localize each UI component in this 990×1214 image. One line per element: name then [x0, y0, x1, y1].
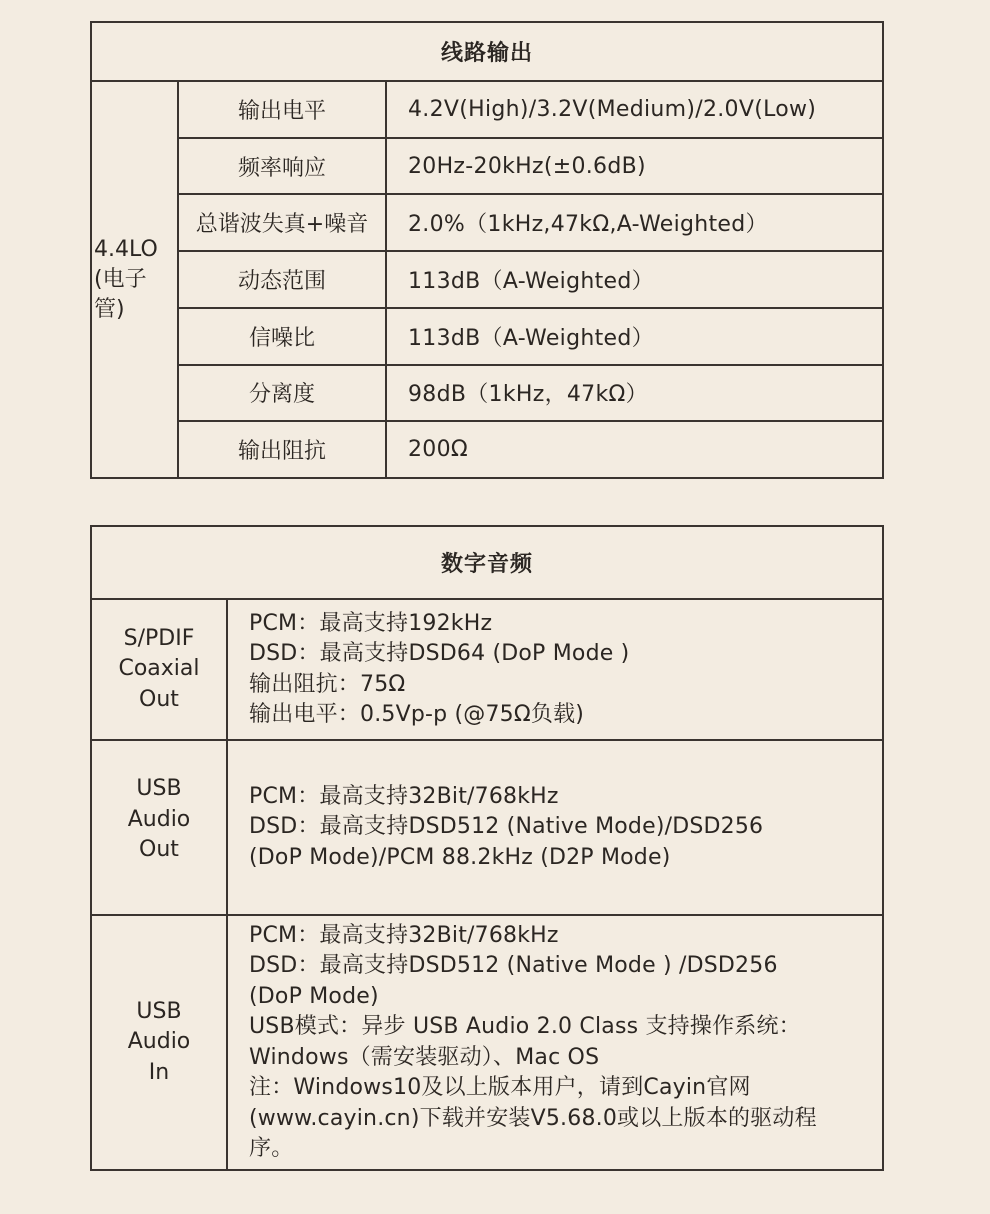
spec-line: PCM：最高支持32Bit/768kHz: [249, 783, 559, 809]
interface-label-line: S/PDIF: [123, 625, 195, 651]
line-output-body: [92, 82, 882, 477]
interface-label: [92, 600, 228, 739]
spec-value: 113dB（A-Weighted）: [408, 325, 654, 351]
output-port-label: [92, 82, 179, 477]
spec-label: 输出电平: [179, 82, 387, 137]
interface-label-line: Out: [139, 837, 179, 862]
spec-value: 200Ω: [408, 437, 469, 463]
spec-line: (DoP Mode): [249, 983, 379, 1009]
spec-line: 序。: [249, 1136, 294, 1161]
spec-line: Windows（需安装驱动）、Mac OS: [249, 1044, 600, 1070]
spec-row-dynamic-range: [179, 252, 882, 309]
spec-row-thd-noise: [179, 195, 882, 252]
spec-label: 总谐波失真+噪音: [179, 195, 387, 250]
spec-row-usb-audio-in: [92, 916, 882, 1169]
interface-label-line: USB: [136, 776, 182, 801]
interface-spec-text: [228, 600, 882, 739]
spec-value: 98dB（1kHz，47kΩ）: [408, 382, 648, 408]
spec-label: 分离度: [179, 366, 387, 421]
spec-line: 注：Windows10及以上版本用户，请到Cayin官网: [249, 1075, 751, 1100]
spec-line: PCM：最高支持192kHz: [249, 610, 493, 636]
interface-spec-text: [228, 741, 882, 914]
spec-label: 输出阻抗: [179, 422, 387, 477]
line-output-spec-table: [90, 21, 884, 479]
spec-label: 动态范围: [179, 252, 387, 307]
spec-value: 4.2V(High)/3.2V(Medium)/2.0V(Low): [408, 96, 817, 122]
spec-row-separation: [179, 366, 882, 423]
output-port-label-text: 4.4LO(电子管): [94, 236, 158, 322]
interface-label-line: Out: [139, 686, 179, 712]
interface-label-line: Audio: [127, 806, 191, 832]
spec-line: DSD：最高支持DSD512 (Native Mode)/DSD256: [249, 814, 764, 840]
line-output-rows: [179, 82, 882, 477]
spec-row-spdif-coaxial-out: [92, 600, 882, 741]
spec-row-snr: [179, 309, 882, 366]
interface-label-line: In: [148, 1059, 170, 1085]
digital-audio-title: 数字音频: [92, 527, 882, 600]
spec-row-output-impedance: [179, 422, 882, 477]
interface-label: [92, 916, 228, 1169]
interface-label: [92, 741, 228, 914]
interface-label-line: Coaxial: [118, 656, 200, 682]
spec-value: 20Hz-20kHz(±0.6dB): [408, 153, 646, 179]
line-output-title: 线路输出: [92, 23, 882, 82]
spec-row-usb-audio-out: [92, 741, 882, 916]
spec-line: DSD：最高支持DSD64 (DoP Mode ): [249, 641, 630, 666]
interface-label-line: Audio: [127, 1029, 191, 1055]
spec-row-output-level: [179, 82, 882, 139]
spec-line: DSD：最高支持DSD512 (Native Mode ) /DSD256: [249, 953, 778, 978]
spec-label: 信噪比: [179, 309, 387, 364]
interface-spec-text: [228, 916, 882, 1169]
interface-label-line: USB: [136, 998, 182, 1024]
spec-line: USB模式：异步 USB Audio 2.0 Class 支持操作系统：: [249, 1014, 801, 1039]
spec-label: 频率响应: [179, 139, 387, 194]
spec-value: 113dB（A-Weighted）: [408, 269, 654, 295]
spec-line: (www.cayin.cn)下载并安装V5.68.0或以上版本的驱动程: [249, 1105, 817, 1131]
spec-value: 2.0%（1kHz,47kΩ,A-Weighted）: [408, 212, 768, 238]
digital-audio-spec-table: [90, 525, 884, 1171]
spec-line: PCM：最高支持32Bit/768kHz: [249, 922, 559, 948]
spec-line: 输出电平：0.5Vp-p (@75Ω负载): [249, 702, 585, 727]
spec-line: 输出阻抗：75Ω: [249, 671, 406, 697]
spec-row-frequency-response: [179, 139, 882, 196]
spec-line: (DoP Mode)/PCM 88.2kHz (D2P Mode): [249, 844, 671, 870]
